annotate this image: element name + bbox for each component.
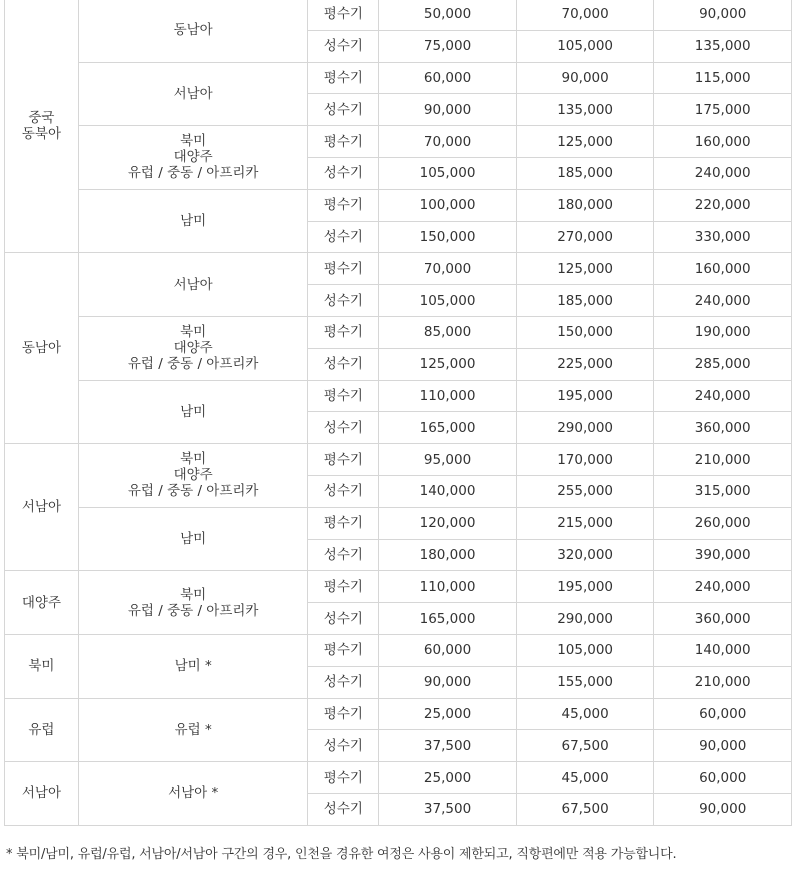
mileage-value-cell: 180,000 bbox=[379, 539, 517, 571]
mileage-value-cell: 90,000 bbox=[516, 62, 654, 94]
mileage-value-cell: 45,000 bbox=[516, 698, 654, 730]
table-row bbox=[5, 634, 792, 666]
season-cell: 평수기 bbox=[308, 634, 379, 666]
region-cell: 동남아 bbox=[5, 253, 79, 444]
mileage-table-body bbox=[5, 0, 792, 825]
table-row bbox=[5, 444, 792, 476]
mileage-value-cell: 290,000 bbox=[516, 603, 654, 635]
table-row bbox=[5, 507, 792, 539]
mileage-value-cell: 225,000 bbox=[516, 348, 654, 380]
mileage-value-cell: 90,000 bbox=[379, 666, 517, 698]
season-cell: 성수기 bbox=[308, 793, 379, 825]
mileage-value-cell: 255,000 bbox=[516, 475, 654, 507]
table-row bbox=[5, 380, 792, 412]
mileage-value-cell: 360,000 bbox=[654, 603, 792, 635]
destination-cell: 남미 bbox=[78, 507, 308, 571]
mileage-value-cell: 125,000 bbox=[516, 126, 654, 158]
mileage-value-cell: 240,000 bbox=[654, 571, 792, 603]
mileage-value-cell: 195,000 bbox=[516, 571, 654, 603]
season-cell: 성수기 bbox=[308, 539, 379, 571]
mileage-value-cell: 260,000 bbox=[654, 507, 792, 539]
season-cell: 평수기 bbox=[308, 253, 379, 285]
mileage-value-cell: 125,000 bbox=[516, 253, 654, 285]
season-cell: 평수기 bbox=[308, 126, 379, 158]
mileage-value-cell: 25,000 bbox=[379, 762, 517, 794]
mileage-value-cell: 90,000 bbox=[654, 0, 792, 30]
season-cell: 성수기 bbox=[308, 30, 379, 62]
mileage-value-cell: 220,000 bbox=[654, 189, 792, 221]
destination-cell: 유럽 * bbox=[78, 698, 308, 762]
table-row bbox=[5, 0, 792, 30]
destination-cell: 북미 대양주 유럽 / 중동 / 아프리카 bbox=[78, 444, 308, 508]
destination-cell: 서남아 * bbox=[78, 762, 308, 826]
mileage-value-cell: 105,000 bbox=[516, 30, 654, 62]
destination-cell: 서남아 bbox=[78, 253, 308, 317]
mileage-value-cell: 320,000 bbox=[516, 539, 654, 571]
mileage-value-cell: 67,500 bbox=[516, 793, 654, 825]
mileage-value-cell: 210,000 bbox=[654, 444, 792, 476]
mileage-value-cell: 70,000 bbox=[379, 126, 517, 158]
destination-cell: 북미 대양주 유럽 / 중동 / 아프리카 bbox=[78, 316, 308, 380]
destination-cell: 북미 대양주 유럽 / 중동 / 아프리카 bbox=[78, 126, 308, 190]
mileage-value-cell: 90,000 bbox=[654, 730, 792, 762]
mileage-value-cell: 140,000 bbox=[379, 475, 517, 507]
table-row bbox=[5, 253, 792, 285]
mileage-value-cell: 125,000 bbox=[379, 348, 517, 380]
season-cell: 성수기 bbox=[308, 475, 379, 507]
mileage-value-cell: 180,000 bbox=[516, 189, 654, 221]
mileage-value-cell: 90,000 bbox=[654, 793, 792, 825]
mileage-value-cell: 90,000 bbox=[379, 94, 517, 126]
mileage-value-cell: 185,000 bbox=[516, 157, 654, 189]
mileage-value-cell: 285,000 bbox=[654, 348, 792, 380]
mileage-value-cell: 170,000 bbox=[516, 444, 654, 476]
footnote: * 북미/남미, 유럽/유럽, 서남아/서남아 구간의 경우, 인천을 경유한 여정은 사용이 제한되고, 직항편에만 적용 가능합니다. bbox=[6, 847, 677, 862]
table-row bbox=[5, 189, 792, 221]
season-cell: 성수기 bbox=[308, 603, 379, 635]
season-cell: 성수기 bbox=[308, 94, 379, 126]
mileage-value-cell: 60,000 bbox=[379, 62, 517, 94]
mileage-value-cell: 315,000 bbox=[654, 475, 792, 507]
region-cell: 중국 동북아 bbox=[5, 0, 79, 253]
season-cell: 평수기 bbox=[308, 0, 379, 30]
mileage-value-cell: 105,000 bbox=[379, 157, 517, 189]
mileage-value-cell: 185,000 bbox=[516, 285, 654, 317]
mileage-value-cell: 155,000 bbox=[516, 666, 654, 698]
mileage-value-cell: 110,000 bbox=[379, 571, 517, 603]
season-cell: 성수기 bbox=[308, 285, 379, 317]
season-cell: 성수기 bbox=[308, 348, 379, 380]
mileage-value-cell: 70,000 bbox=[516, 0, 654, 30]
table-row bbox=[5, 762, 792, 794]
season-cell: 성수기 bbox=[308, 666, 379, 698]
season-cell: 평수기 bbox=[308, 571, 379, 603]
mileage-value-cell: 115,000 bbox=[654, 62, 792, 94]
destination-cell: 동남아 bbox=[78, 0, 308, 62]
season-cell: 평수기 bbox=[308, 507, 379, 539]
mileage-value-cell: 120,000 bbox=[379, 507, 517, 539]
mileage-value-cell: 60,000 bbox=[654, 698, 792, 730]
table-row bbox=[5, 126, 792, 158]
mileage-value-cell: 240,000 bbox=[654, 380, 792, 412]
mileage-value-cell: 240,000 bbox=[654, 285, 792, 317]
destination-cell: 남미 * bbox=[78, 634, 308, 698]
mileage-value-cell: 70,000 bbox=[379, 253, 517, 285]
season-cell: 평수기 bbox=[308, 316, 379, 348]
table-row bbox=[5, 62, 792, 94]
mileage-value-cell: 240,000 bbox=[654, 157, 792, 189]
mileage-value-cell: 165,000 bbox=[379, 412, 517, 444]
season-cell: 평수기 bbox=[308, 62, 379, 94]
mileage-value-cell: 195,000 bbox=[516, 380, 654, 412]
mileage-value-cell: 25,000 bbox=[379, 698, 517, 730]
mileage-value-cell: 37,500 bbox=[379, 730, 517, 762]
season-cell: 평수기 bbox=[308, 762, 379, 794]
mileage-value-cell: 190,000 bbox=[654, 316, 792, 348]
region-cell: 서남아 bbox=[5, 444, 79, 571]
season-cell: 평수기 bbox=[308, 444, 379, 476]
season-cell: 성수기 bbox=[308, 157, 379, 189]
region-cell: 북미 bbox=[5, 634, 79, 698]
season-cell: 평수기 bbox=[308, 189, 379, 221]
table-row bbox=[5, 698, 792, 730]
destination-cell: 남미 bbox=[78, 380, 308, 444]
mileage-value-cell: 150,000 bbox=[379, 221, 517, 253]
season-cell: 평수기 bbox=[308, 380, 379, 412]
region-cell: 유럽 bbox=[5, 698, 79, 762]
mileage-value-cell: 60,000 bbox=[379, 634, 517, 666]
destination-cell: 서남아 bbox=[78, 62, 308, 126]
mileage-value-cell: 75,000 bbox=[379, 30, 517, 62]
season-cell: 성수기 bbox=[308, 412, 379, 444]
mileage-value-cell: 67,500 bbox=[516, 730, 654, 762]
mileage-value-cell: 135,000 bbox=[516, 94, 654, 126]
mileage-value-cell: 175,000 bbox=[654, 94, 792, 126]
season-cell: 성수기 bbox=[308, 730, 379, 762]
mileage-value-cell: 50,000 bbox=[379, 0, 517, 30]
mileage-value-cell: 215,000 bbox=[516, 507, 654, 539]
mileage-value-cell: 100,000 bbox=[379, 189, 517, 221]
region-cell: 대양주 bbox=[5, 571, 79, 635]
mileage-value-cell: 160,000 bbox=[654, 253, 792, 285]
mileage-value-cell: 270,000 bbox=[516, 221, 654, 253]
region-cell: 서남아 bbox=[5, 762, 79, 826]
destination-cell: 북미 유럽 / 중동 / 아프리카 bbox=[78, 571, 308, 635]
mileage-value-cell: 390,000 bbox=[654, 539, 792, 571]
season-cell: 성수기 bbox=[308, 221, 379, 253]
mileage-value-cell: 85,000 bbox=[379, 316, 517, 348]
mileage-value-cell: 150,000 bbox=[516, 316, 654, 348]
mileage-value-cell: 95,000 bbox=[379, 444, 517, 476]
mileage-value-cell: 165,000 bbox=[379, 603, 517, 635]
mileage-value-cell: 140,000 bbox=[654, 634, 792, 666]
mileage-value-cell: 45,000 bbox=[516, 762, 654, 794]
mileage-value-cell: 135,000 bbox=[654, 30, 792, 62]
table-row bbox=[5, 571, 792, 603]
mileage-value-cell: 60,000 bbox=[654, 762, 792, 794]
mileage-value-cell: 210,000 bbox=[654, 666, 792, 698]
mileage-value-cell: 110,000 bbox=[379, 380, 517, 412]
mileage-value-cell: 37,500 bbox=[379, 793, 517, 825]
mileage-value-cell: 105,000 bbox=[379, 285, 517, 317]
mileage-value-cell: 160,000 bbox=[654, 126, 792, 158]
season-cell: 평수기 bbox=[308, 698, 379, 730]
mileage-value-cell: 330,000 bbox=[654, 221, 792, 253]
destination-cell: 남미 bbox=[78, 189, 308, 253]
mileage-value-cell: 290,000 bbox=[516, 412, 654, 444]
table-row bbox=[5, 316, 792, 348]
mileage-value-cell: 360,000 bbox=[654, 412, 792, 444]
mileage-value-cell: 105,000 bbox=[516, 634, 654, 666]
mileage-table bbox=[4, 0, 792, 826]
